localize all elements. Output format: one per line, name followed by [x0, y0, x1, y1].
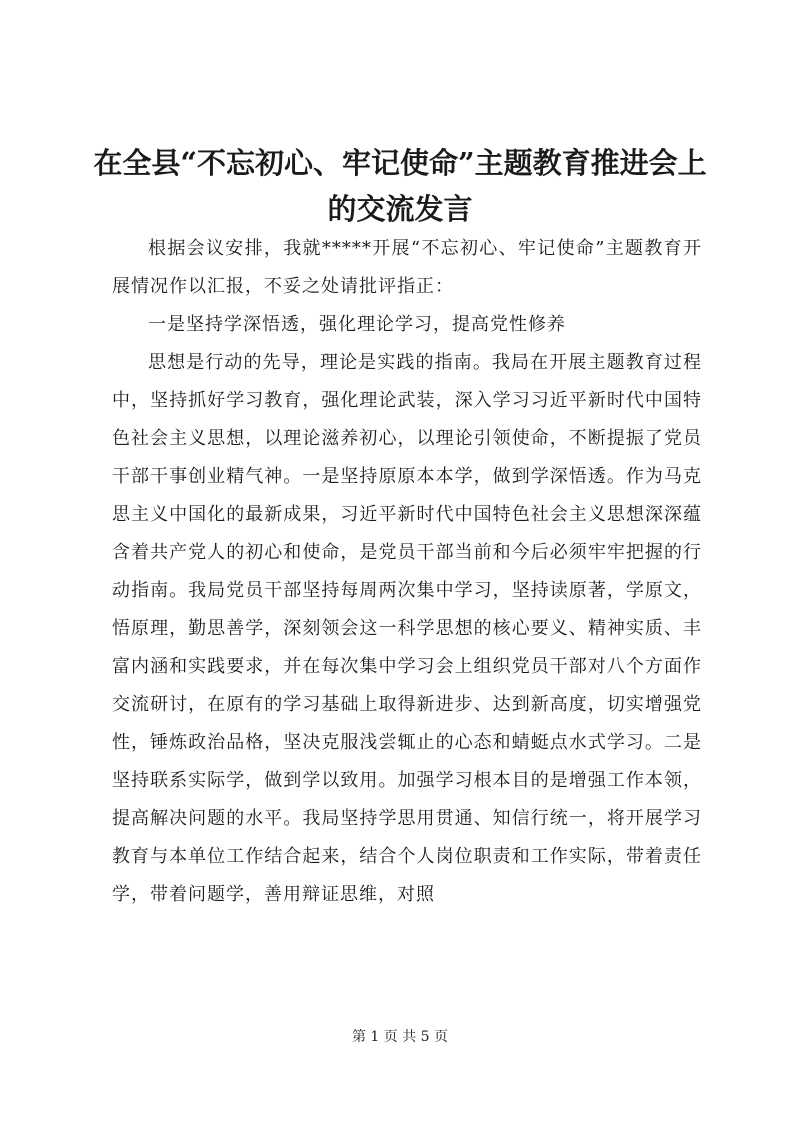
page-number-footer: 第 1 页 共 5 页 — [351, 1029, 449, 1045]
document-title: 在全县“不忘初心、牢记使命”主题教育推进会上的交流发言 — [93, 146, 707, 226]
body-paragraph: 思想是行动的先导，理论是实践的指南。我局在开展主题教育过程中，坚持抓好学习教育，强化理论武装，深入学习习近平新时代中国特色社会主义思想，以理论滋养初心，以理论引领使命，不断提振了党员干部干事创业精气神。一是坚持原原本本学，做到学深悟透。作为马克思主义中国化的最新成果，习近平新时代中国特色社会主义思想深深蕴含着共产党人的初心和使命，是党员干部当前和今后必须牢牢把握的行动指南。我局党员干部坚持每周两次集中学习，坚持读原著，学原文，悟原理，勤思善学，深刻领会这一科学思想的核心要义、精神实质、丰富内涵和实践要求，并在每次集中学习会上组织党员干部对八个方面作交流研讨，在原有的学习基础上取得新进步、达到新高度，切实增强党性，锤炼政治品格，坚决克服浅尝辄止的心态和蜻蜓点水式学习。二是坚持联系实际学，做到学以致用。加强学习根本目的是增强工作本领，提高解决问题的水平。我局坚持学思用贯通、知信行统一，将开展学习教育与本单位工作结合起来，结合个人岗位职责和工作实际，带着责任学，带着问题学，善用辩证思维，对照 — [112, 352, 702, 905]
intro-paragraph: 根据会议安排，我就*****开展“不忘初心、牢记使命”主题教育开展情况作以汇报，不妥之处请批评指正： — [112, 238, 702, 297]
section-heading: 一是坚持学深悟透，强化理论学习，提高党性修养 — [148, 314, 566, 335]
document-body — [112, 230, 702, 914]
